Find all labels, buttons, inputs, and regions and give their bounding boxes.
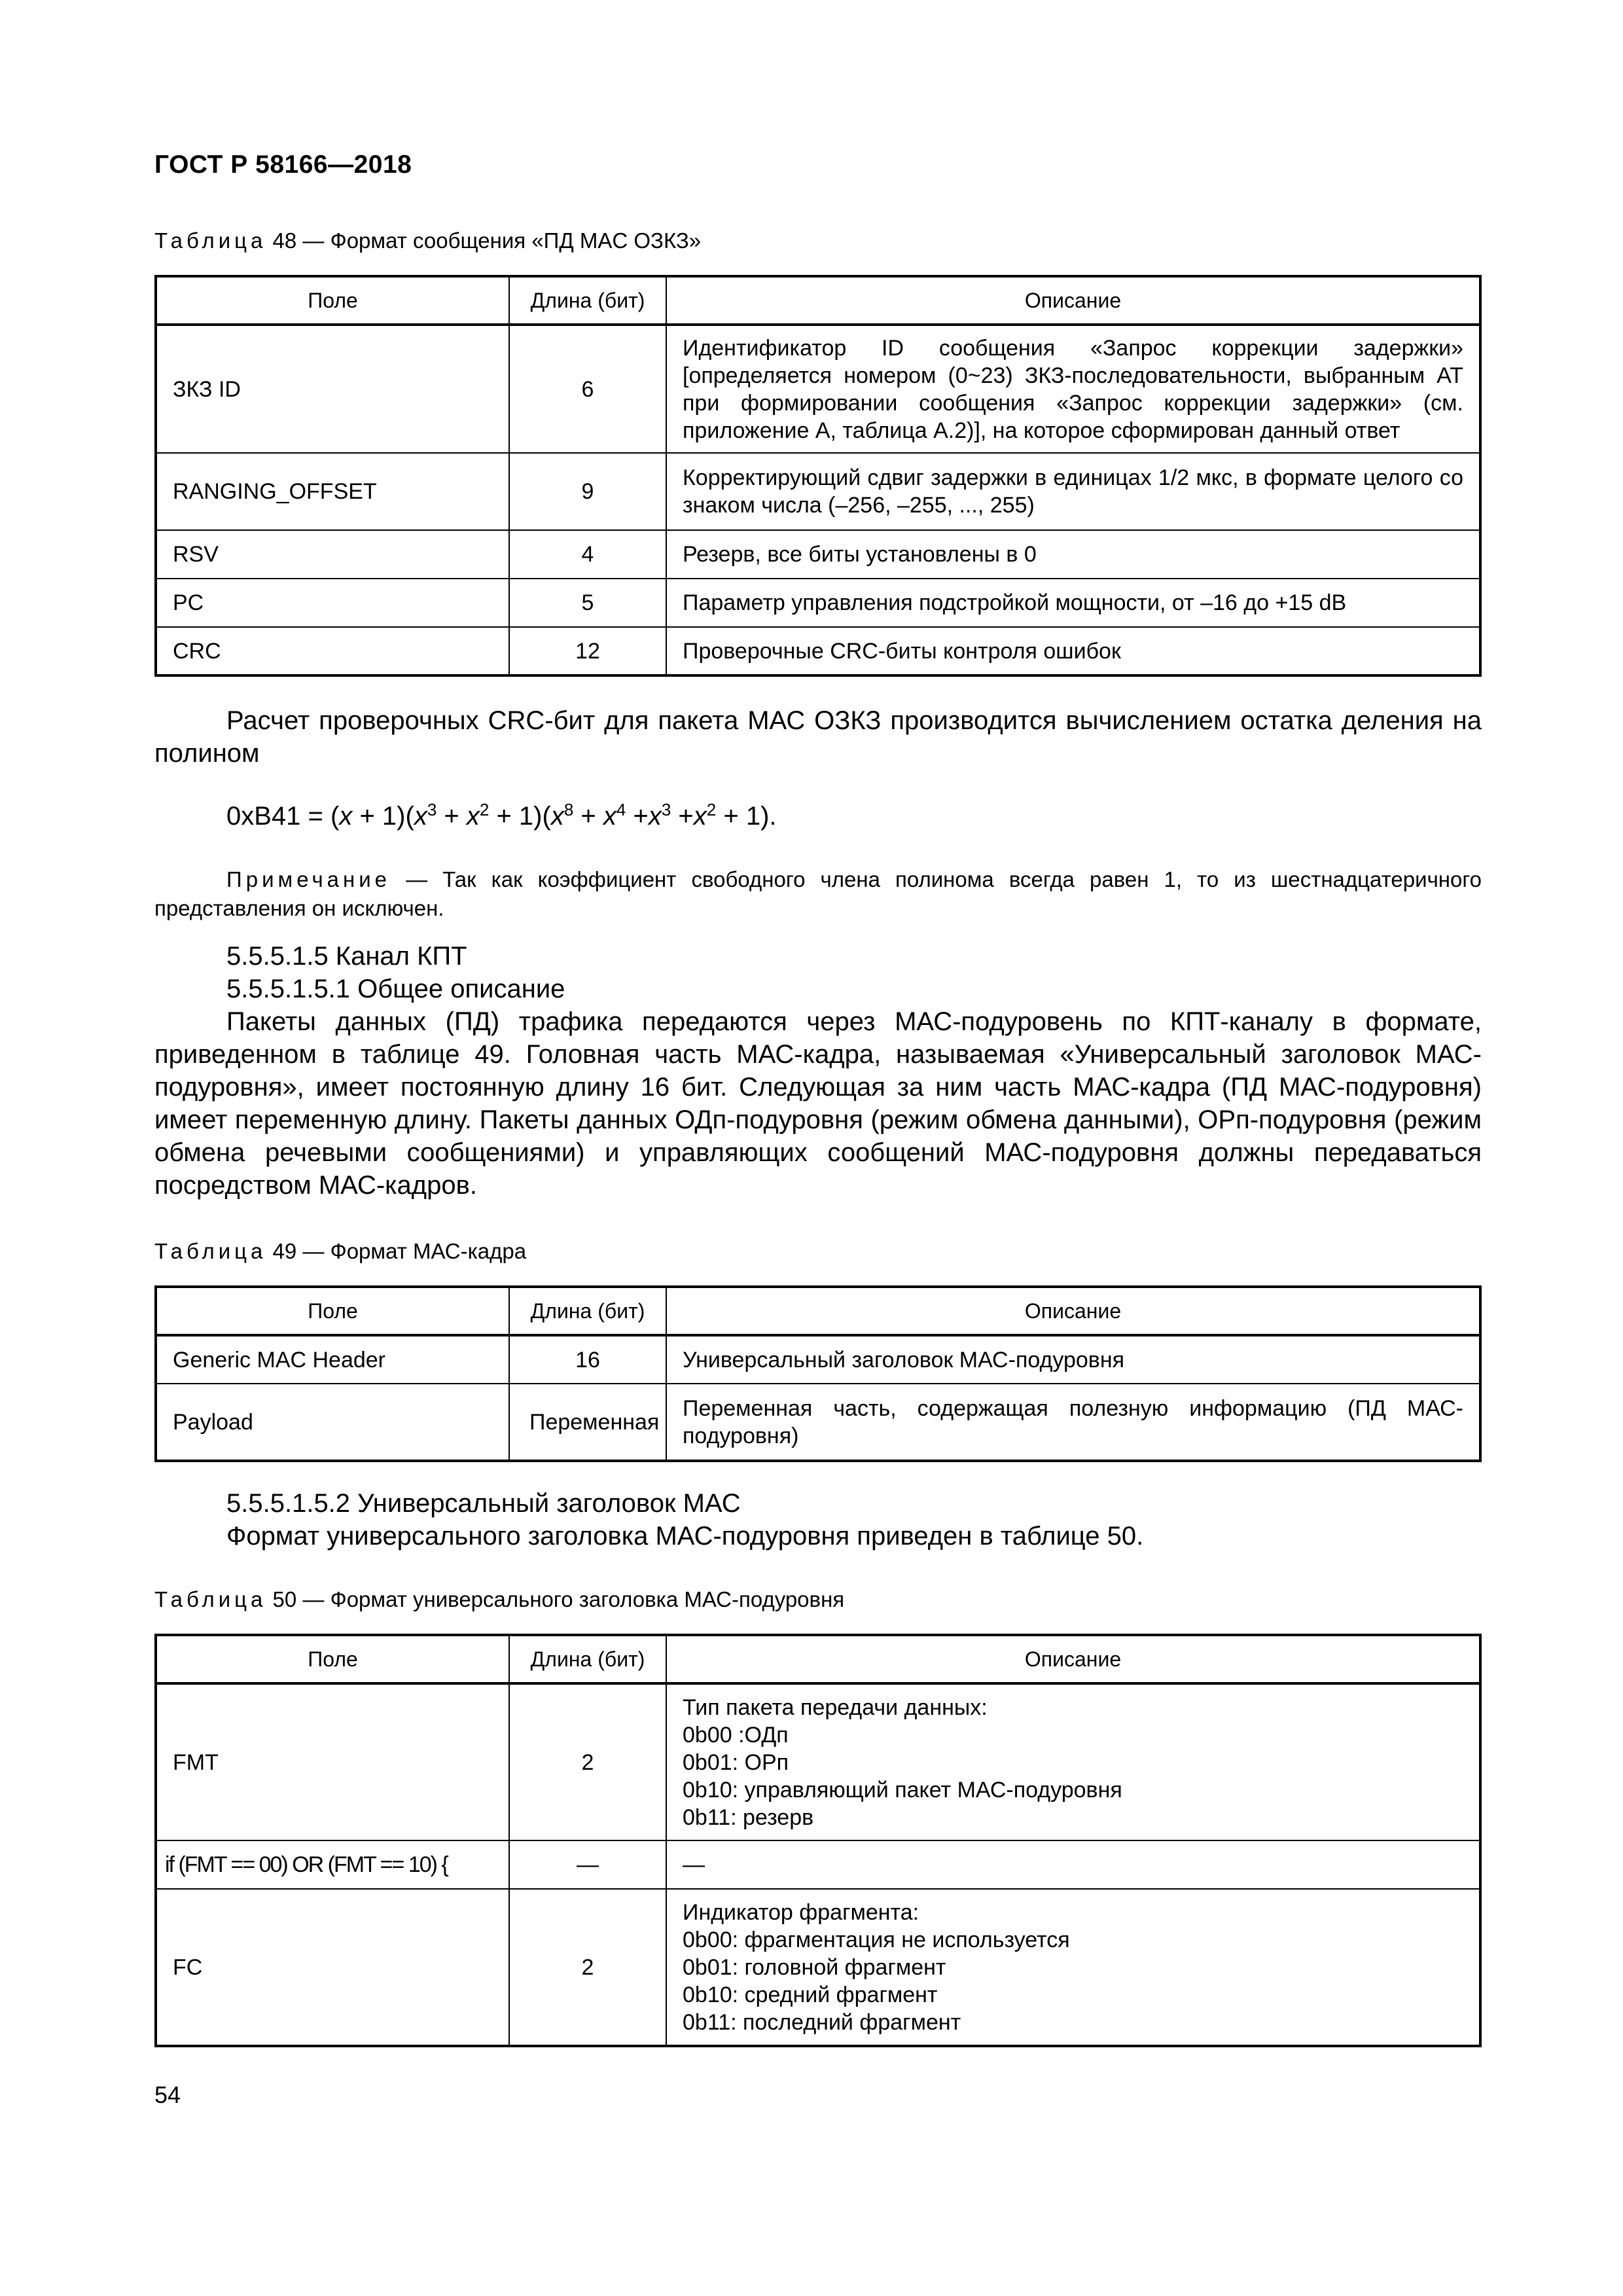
- formula-exp: 2: [479, 800, 490, 819]
- table49-header-length: Длина (бит): [509, 1287, 666, 1335]
- formula-exp: 2: [706, 800, 717, 819]
- table49-caption: [154, 1238, 526, 1265]
- table48-cell-field: CRC: [156, 627, 509, 675]
- formula-var: x: [339, 802, 353, 831]
- table-row: [156, 1335, 1480, 1384]
- table50-cell-field: FC: [156, 1889, 509, 2046]
- table49-header-field: Поле: [156, 1287, 509, 1335]
- table48-caption-text: 48 — Формат сообщения «ПД MAC ОЗКЗ»: [266, 228, 702, 253]
- table-row: [156, 1384, 1480, 1461]
- formula-var: x: [550, 802, 564, 831]
- table48-cell-field: PC: [156, 579, 509, 627]
- table50-cell-length: 2: [509, 1683, 666, 1840]
- fc-desc-line: 0b10: средний фрагмент: [683, 1982, 938, 2007]
- formula-var: x: [414, 802, 427, 831]
- fmt-desc-line: Тип пакета передачи данных:: [683, 1695, 988, 1720]
- traffic-paragraph: Пакеты данных (ПД) трафика передаются через МАС-подуровень по КПТ-каналу в формате, приведенном в таблице 49. Головная часть МАС-кадра, называемая «Универсальный заголовок МАС-подуровня», имеет постоянную длину 16 бит. Следующая за ним часть МАС-кадра (ПД МАС-подуровня) имеет переменную длину. Пакеты данных ОДп-подуровня (режим обмена данными), ОРп-подуровня (режим обмена речевыми сообщениями) и управляющих сообщений МАС-подуровня должны передаваться посредством МАС-кадров.: [154, 1007, 1482, 1200]
- table50-cell-description: [666, 1889, 1480, 2046]
- fmt-desc-line: 0b10: управляющий пакет МАС-подуровня: [683, 1777, 1122, 1803]
- table-row: [156, 530, 1480, 579]
- table50-intro: Формат универсального заголовка МАС-подуровня приведен в таблице 50.: [226, 1522, 1144, 1551]
- table48-cell-description: Резерв, все биты установлены в 0: [666, 530, 1480, 579]
- fc-desc-line: 0b00: фрагментация не используется: [683, 1927, 1070, 1952]
- table49-header-description: Описание: [666, 1287, 1480, 1335]
- note-label: Примечание: [226, 867, 391, 891]
- table-50: [154, 1634, 1482, 2047]
- formula-exp: 3: [661, 800, 671, 819]
- table-row: [156, 1840, 1480, 1889]
- formula-part: +: [437, 802, 467, 831]
- formula-part: + 1)(: [489, 802, 551, 831]
- table50-caption: [154, 1587, 844, 1613]
- table49-caption-text: 49 — Формат МАС-кадра: [266, 1239, 527, 1263]
- table50-caption-text: 50 — Формат универсального заголовка МАС-подуровня: [266, 1587, 845, 1611]
- crc-paragraph: Расчет проверочных CRC-бит для пакета МАС ОЗКЗ производится вычислением остатка деления на полином: [154, 706, 1482, 768]
- table48-cell-field: ЗКЗ ID: [156, 325, 509, 453]
- table49-cell-length: Переменная: [509, 1384, 666, 1461]
- table-row: [156, 1889, 1480, 2046]
- table49-caption-word: Таблица: [154, 1239, 267, 1263]
- table48-cell-length: 9: [509, 453, 666, 530]
- formula-exp: 3: [427, 800, 437, 819]
- table48-cell-length: 5: [509, 579, 666, 627]
- table48-cell-description: Идентификатор ID сообщения «Запрос коррекции задержки» [определяется номером (0~23) ЗКЗ-последовательности, выбранным АТ при формировании сообщения «Запрос коррекции задержки» (см. приложение А, таблица А.2)], на которое сформирован данный ответ: [666, 325, 1480, 453]
- table-row: [156, 579, 1480, 627]
- table49-cell-field: Generic MAC Header: [156, 1335, 509, 1384]
- formula-var: x: [466, 802, 480, 831]
- table49-cell-description: Универсальный заголовок МАС-подуровня: [666, 1335, 1480, 1384]
- table-48: [154, 275, 1482, 677]
- table48-header-description: Описание: [666, 276, 1480, 325]
- table48-cell-field: RSV: [156, 530, 509, 579]
- table-row: [156, 627, 1480, 675]
- table50-cell-field: if (FMT == 00) OR (FMT == 10) {: [156, 1840, 509, 1889]
- section-headings: [154, 940, 1482, 1005]
- fc-desc-line: Индикатор фрагмента:: [683, 1899, 919, 1925]
- formula-var: x: [648, 802, 662, 831]
- table-49: [154, 1285, 1482, 1462]
- subsection-block: [154, 1487, 1482, 1552]
- formula-exp: 4: [616, 800, 626, 819]
- formula-part: 0xB41 = (: [226, 802, 340, 831]
- table48-cell-description: Проверочные CRC-биты контроля ошибок: [666, 627, 1480, 675]
- note: [154, 865, 1482, 923]
- table50-cell-field: FMT: [156, 1683, 509, 1840]
- table49-cell-field: Payload: [156, 1384, 509, 1461]
- table48-header-length: Длина (бит): [509, 276, 666, 325]
- table50-header-length: Длина (бит): [509, 1635, 666, 1683]
- crc-polynomial-formula: [226, 800, 777, 833]
- formula-exp: 8: [563, 800, 574, 819]
- table50-cell-description: [666, 1683, 1480, 1840]
- table48-caption: [154, 228, 701, 254]
- formula-var: x: [693, 802, 707, 831]
- fc-desc-line: 0b01: головной фрагмент: [683, 1954, 946, 1980]
- heading-5-5-5-1-5: 5.5.5.1.5 Канал КПТ: [226, 942, 467, 971]
- table50-caption-word: Таблица: [154, 1587, 267, 1611]
- table-row: [156, 1683, 1480, 1840]
- heading-5-5-5-1-5-2: 5.5.5.1.5.2 Универсальный заголовок МАС: [226, 1489, 741, 1518]
- table48-cell-description: Корректирующий сдвиг задержки в единицах 1/2 мкс, в формате целого со знаком числа (–256, –255, ..., 255): [666, 453, 1480, 530]
- table48-cell-description: Параметр управления подстройкой мощности, от –16 до +15 dB: [666, 579, 1480, 627]
- table48-cell-length: 4: [509, 530, 666, 579]
- formula-part: + 1).: [716, 802, 777, 831]
- fmt-desc-line: 0b00 :ОДп: [683, 1722, 789, 1748]
- table50-header-field: Поле: [156, 1635, 509, 1683]
- table50-cell-length: 2: [509, 1889, 666, 2046]
- formula-part: +: [626, 802, 649, 831]
- table50-header-description: Описание: [666, 1635, 1480, 1683]
- table49-cell-length: 16: [509, 1335, 666, 1384]
- fc-desc-line: 0b11: последний фрагмент: [683, 2009, 961, 2035]
- table-row: [156, 453, 1480, 530]
- formula-part: +: [671, 802, 694, 831]
- table48-header-field: Поле: [156, 276, 509, 325]
- table48-cell-length: 12: [509, 627, 666, 675]
- standard-header: ГОСТ Р 58166—2018: [154, 151, 412, 179]
- table-row: [156, 325, 1480, 453]
- fmt-desc-line: 0b01: ОРп: [683, 1749, 789, 1775]
- heading-5-5-5-1-5-1: 5.5.5.1.5.1 Общее описание: [226, 975, 565, 1003]
- table50-cell-description: —: [666, 1840, 1480, 1889]
- formula-var: x: [603, 802, 616, 831]
- table49-cell-description: Переменная часть, содержащая полезную информацию (ПД МАС-подуровня): [666, 1384, 1480, 1461]
- formula-part: + 1)(: [352, 802, 414, 831]
- table48-cell-length: 6: [509, 325, 666, 453]
- table50-cell-length: —: [509, 1840, 666, 1889]
- fmt-desc-line: 0b11: резерв: [683, 1804, 814, 1830]
- formula-part: +: [573, 802, 603, 831]
- note-text: — Так как коэффициент свободного члена полинома всегда равен 1, то из шестнадцатеричного представления он исключен.: [154, 867, 1482, 920]
- table48-cell-field: RANGING_OFFSET: [156, 453, 509, 530]
- page-number: 54: [154, 2081, 181, 2108]
- table48-caption-word: Таблица: [154, 228, 267, 253]
